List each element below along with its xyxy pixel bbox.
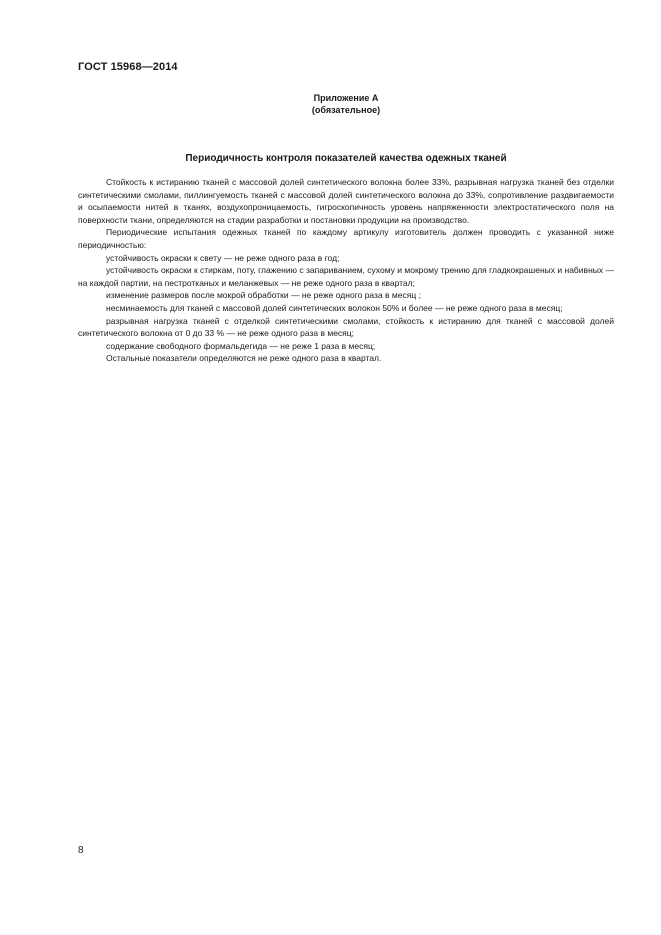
list-item: содержание свободного формальдегида — не реже 1 раза в месяц;	[106, 340, 376, 351]
page-number: 8	[78, 845, 84, 856]
list-item: устойчивость окраски к стиркам, поту, глажению с запариванием, сухому и мокрому трению для гладкокрашеных и набивных — на каждой партии, на пестротканых и меланжевых — не реже одного раза в квартал;	[78, 265, 614, 288]
body-text	[78, 176, 614, 365]
standard-header: ГОСТ 15968—2014	[78, 61, 178, 73]
appendix-title: Приложение А	[313, 93, 379, 103]
list-item: разрывная нагрузка тканей с отделкой синтетическими смолами, стойкость к истиранию для тканей с массовой долей синтетического волокна от 0 до 33 % — не реже одного раза в месяц;	[78, 315, 614, 339]
appendix-subtitle: (обязательное)	[311, 105, 381, 115]
list-item: устойчивость окраски к свету — не реже одного раза в год;	[106, 252, 340, 263]
appendix-heading	[78, 92, 614, 116]
paragraph: Остальные показатели определяются не реже одного раза в квартал.	[106, 353, 382, 364]
paragraph: Периодические испытания одежных тканей по каждому артикулу изготовитель должен проводить с указанной ниже периодичностью:	[78, 227, 614, 250]
paragraph: Стойкость к истиранию тканей с массовой долей синтетического волокна более 33%, разрывная нагрузка тканей без отделки синтетическими смолами, пиллингуемость тканей с массовой долей синтетического волокна до 33%, сопротивление раздвигаемости и осыпаемости нитей в тканях, воздухопроницаемость, гигроскопичность уровень напряженности электростатического поля на поверхности ткани, определяются на стадии разработки и постановки продукции на производство.	[78, 177, 614, 225]
list-item: несминаемость для тканей с массовой долей синтетических волокон 50% и более — не реже одного раза в месяц;	[106, 302, 563, 313]
list-item: изменение размеров после мокрой обработки — не реже одного раза в месяц ;	[106, 290, 421, 301]
section-title: Периодичность контроля показателей качества одежных тканей	[185, 153, 507, 164]
